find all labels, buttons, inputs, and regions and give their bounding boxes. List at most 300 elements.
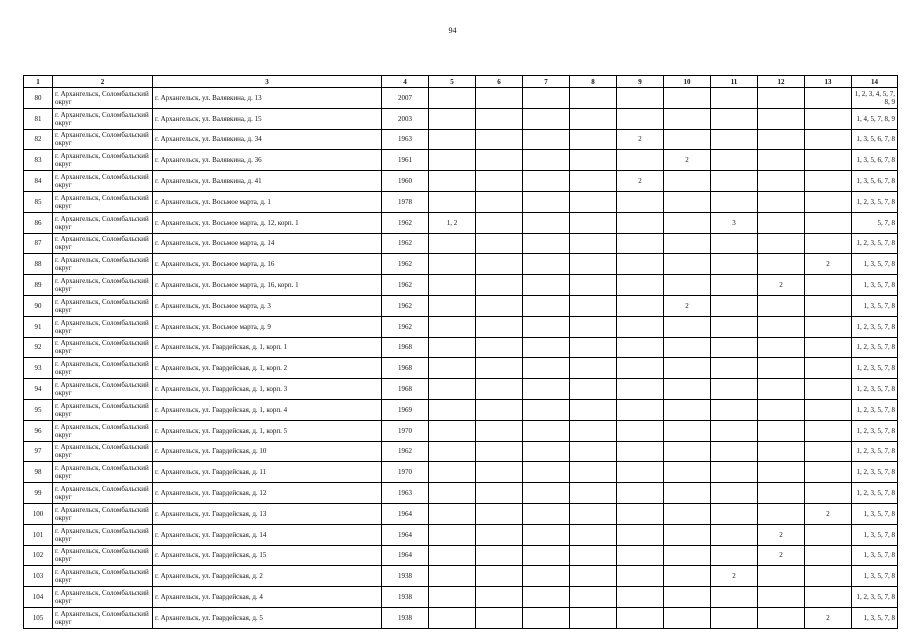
mark-cell-col-6 <box>476 316 523 337</box>
mark-cell-col-9 <box>617 524 664 545</box>
mark-cell-col-13 <box>805 88 852 109</box>
mark-cell-col-6 <box>476 108 523 129</box>
table-row <box>24 379 898 400</box>
mark-cell-col-7 <box>523 191 570 212</box>
last-column-cell: 1, 2, 3, 5, 7, 8 <box>852 191 898 212</box>
address-cell: г. Архангельск, ул. Восьмое марта, д. 3 <box>153 295 382 316</box>
year-cell: 1963 <box>382 129 429 150</box>
mark-cell-col-6 <box>476 441 523 462</box>
mark-cell-col-7 <box>523 483 570 504</box>
mark-cell-col-8 <box>570 420 617 441</box>
mark-cell-col-11 <box>711 233 758 254</box>
year-cell: 1964 <box>382 545 429 566</box>
district-cell: г. Архангельск, Соломбальский округ <box>53 607 153 628</box>
row-number: 104 <box>24 587 53 608</box>
table-row <box>24 483 898 504</box>
mark-cell-col-8 <box>570 441 617 462</box>
mark-cell-col-8 <box>570 171 617 192</box>
mark-cell-col-9 <box>617 191 664 212</box>
mark-cell-col-10 <box>664 275 711 296</box>
mark-cell-col-9 <box>617 275 664 296</box>
district-cell: г. Архангельск, Соломбальский округ <box>53 275 153 296</box>
year-cell: 1962 <box>382 316 429 337</box>
column-header-10: 10 <box>664 76 711 88</box>
year-cell: 1962 <box>382 233 429 254</box>
mark-cell-col-8 <box>570 483 617 504</box>
mark-cell-col-5 <box>429 379 476 400</box>
mark-cell-col-6 <box>476 150 523 171</box>
mark-cell-col-13 <box>805 524 852 545</box>
column-header-3: 3 <box>153 76 382 88</box>
mark-cell-col-13 <box>805 358 852 379</box>
mark-cell-col-11: 2 <box>711 566 758 587</box>
mark-cell-col-5 <box>429 503 476 524</box>
address-cell: г. Архангельск, ул. Гвардейская, д. 5 <box>153 607 382 628</box>
column-header-7: 7 <box>523 76 570 88</box>
mark-cell-col-8 <box>570 379 617 400</box>
mark-cell-col-5 <box>429 191 476 212</box>
mark-cell-col-5 <box>429 441 476 462</box>
district-cell: г. Архангельск, Соломбальский округ <box>53 399 153 420</box>
table-row <box>24 399 898 420</box>
mark-cell-col-13: 2 <box>805 607 852 628</box>
table-row <box>24 316 898 337</box>
table-row <box>24 607 898 628</box>
mark-cell-col-6 <box>476 275 523 296</box>
row-number: 80 <box>24 88 53 109</box>
mark-cell-col-11 <box>711 483 758 504</box>
mark-cell-col-5 <box>429 316 476 337</box>
mark-cell-col-13 <box>805 587 852 608</box>
mark-cell-col-7 <box>523 337 570 358</box>
mark-cell-col-8 <box>570 150 617 171</box>
row-number: 82 <box>24 129 53 150</box>
mark-cell-col-5 <box>429 358 476 379</box>
mark-cell-col-5 <box>429 462 476 483</box>
year-cell: 2003 <box>382 108 429 129</box>
last-column-cell: 1, 2, 3, 5, 7, 8 <box>852 337 898 358</box>
mark-cell-col-9 <box>617 587 664 608</box>
last-column-cell: 1, 3, 5, 7, 8 <box>852 503 898 524</box>
table-row <box>24 108 898 129</box>
last-column-cell: 1, 2, 3, 5, 7, 8 <box>852 399 898 420</box>
mark-cell-col-12 <box>758 129 805 150</box>
mark-cell-col-9 <box>617 337 664 358</box>
mark-cell-col-6 <box>476 420 523 441</box>
mark-cell-col-6 <box>476 503 523 524</box>
mark-cell-col-13 <box>805 483 852 504</box>
last-column-cell: 1, 3, 5, 6, 7, 8 <box>852 171 898 192</box>
mark-cell-col-13 <box>805 399 852 420</box>
mark-cell-col-6 <box>476 295 523 316</box>
mark-cell-col-11: 3 <box>711 212 758 233</box>
last-column-cell: 1, 3, 5, 6, 7, 8 <box>852 150 898 171</box>
year-cell: 1968 <box>382 379 429 400</box>
mark-cell-col-5 <box>429 483 476 504</box>
mark-cell-col-6 <box>476 524 523 545</box>
mark-cell-col-9 <box>617 503 664 524</box>
mark-cell-col-8 <box>570 524 617 545</box>
mark-cell-col-13: 2 <box>805 503 852 524</box>
mark-cell-col-10 <box>664 587 711 608</box>
mark-cell-col-7 <box>523 254 570 275</box>
column-header-2: 2 <box>53 76 153 88</box>
mark-cell-col-11 <box>711 316 758 337</box>
mark-cell-col-9 <box>617 233 664 254</box>
table-row <box>24 150 898 171</box>
mark-cell-col-10: 2 <box>664 150 711 171</box>
district-cell: г. Архангельск, Соломбальский округ <box>53 212 153 233</box>
address-cell: г. Архангельск, ул. Гвардейская, д. 12 <box>153 483 382 504</box>
table-row <box>24 358 898 379</box>
table-row <box>24 524 898 545</box>
table-row <box>24 171 898 192</box>
mark-cell-col-8 <box>570 503 617 524</box>
mark-cell-col-13 <box>805 295 852 316</box>
mark-cell-col-7 <box>523 358 570 379</box>
mark-cell-col-10 <box>664 171 711 192</box>
mark-cell-col-6 <box>476 566 523 587</box>
row-number: 87 <box>24 233 53 254</box>
table-row <box>24 295 898 316</box>
mark-cell-col-11 <box>711 150 758 171</box>
last-column-cell: 1, 3, 5, 7, 8 <box>852 275 898 296</box>
district-cell: г. Архангельск, Соломбальский округ <box>53 566 153 587</box>
mark-cell-col-10 <box>664 337 711 358</box>
row-number: 83 <box>24 150 53 171</box>
address-cell: г. Архангельск, ул. Гвардейская, д. 11 <box>153 462 382 483</box>
row-number: 97 <box>24 441 53 462</box>
mark-cell-col-11 <box>711 358 758 379</box>
row-number: 84 <box>24 171 53 192</box>
mark-cell-col-7 <box>523 587 570 608</box>
row-number: 93 <box>24 358 53 379</box>
mark-cell-col-13 <box>805 545 852 566</box>
mark-cell-col-6 <box>476 88 523 109</box>
mark-cell-col-5 <box>429 150 476 171</box>
mark-cell-col-7 <box>523 462 570 483</box>
table-row <box>24 420 898 441</box>
mark-cell-col-9 <box>617 483 664 504</box>
address-cell: г. Архангельск, ул. Валявкина, д. 41 <box>153 171 382 192</box>
last-column-cell: 1, 3, 5, 7, 8 <box>852 295 898 316</box>
mark-cell-col-7 <box>523 503 570 524</box>
last-column-cell: 1, 2, 3, 5, 7, 8 <box>852 420 898 441</box>
address-cell: г. Архангельск, ул. Гвардейская, д. 1, корп. 2 <box>153 358 382 379</box>
last-column-cell: 1, 3, 5, 7, 8 <box>852 545 898 566</box>
year-cell: 1964 <box>382 503 429 524</box>
district-cell: г. Архангельск, Соломбальский округ <box>53 503 153 524</box>
mark-cell-col-6 <box>476 129 523 150</box>
mark-cell-col-13 <box>805 129 852 150</box>
mark-cell-col-9: 2 <box>617 171 664 192</box>
mark-cell-col-12: 2 <box>758 545 805 566</box>
mark-cell-col-13 <box>805 150 852 171</box>
row-number: 88 <box>24 254 53 275</box>
mark-cell-col-7 <box>523 171 570 192</box>
year-cell: 1970 <box>382 462 429 483</box>
mark-cell-col-5 <box>429 545 476 566</box>
mark-cell-col-5 <box>429 607 476 628</box>
mark-cell-col-12 <box>758 171 805 192</box>
mark-cell-col-7 <box>523 275 570 296</box>
mark-cell-col-10 <box>664 379 711 400</box>
mark-cell-col-8 <box>570 254 617 275</box>
last-column-cell: 1, 2, 3, 5, 7, 8 <box>852 462 898 483</box>
last-column-cell: 1, 3, 5, 7, 8 <box>852 524 898 545</box>
row-number: 94 <box>24 379 53 400</box>
mark-cell-col-5 <box>429 420 476 441</box>
last-column-cell: 1, 3, 5, 7, 8 <box>852 607 898 628</box>
mark-cell-col-6 <box>476 337 523 358</box>
table-row <box>24 254 898 275</box>
district-cell: г. Архангельск, Соломбальский округ <box>53 150 153 171</box>
mark-cell-col-9 <box>617 150 664 171</box>
table-row <box>24 441 898 462</box>
mark-cell-col-9 <box>617 462 664 483</box>
mark-cell-col-10 <box>664 129 711 150</box>
mark-cell-col-9 <box>617 379 664 400</box>
mark-cell-col-11 <box>711 88 758 109</box>
mark-cell-col-5 <box>429 566 476 587</box>
mark-cell-col-8 <box>570 358 617 379</box>
mark-cell-col-10 <box>664 441 711 462</box>
mark-cell-col-11 <box>711 587 758 608</box>
mark-cell-col-11 <box>711 191 758 212</box>
mark-cell-col-11 <box>711 379 758 400</box>
year-cell: 1962 <box>382 212 429 233</box>
mark-cell-col-10 <box>664 108 711 129</box>
table-row <box>24 233 898 254</box>
last-column-cell: 5, 7, 8 <box>852 212 898 233</box>
mark-cell-col-6 <box>476 399 523 420</box>
mark-cell-col-13 <box>805 337 852 358</box>
column-header-1: 1 <box>24 76 53 88</box>
row-number: 85 <box>24 191 53 212</box>
mark-cell-col-7 <box>523 545 570 566</box>
mark-cell-col-11 <box>711 607 758 628</box>
district-cell: г. Архангельск, Соломбальский округ <box>53 295 153 316</box>
last-column-cell: 1, 3, 5, 7, 8 <box>852 566 898 587</box>
mark-cell-col-10 <box>664 607 711 628</box>
year-cell: 1938 <box>382 566 429 587</box>
mark-cell-col-11 <box>711 275 758 296</box>
mark-cell-col-13: 2 <box>805 254 852 275</box>
year-cell: 1978 <box>382 191 429 212</box>
year-cell: 1969 <box>382 399 429 420</box>
mark-cell-col-12 <box>758 587 805 608</box>
district-cell: г. Архангельск, Соломбальский округ <box>53 545 153 566</box>
mark-cell-col-11 <box>711 129 758 150</box>
last-column-cell: 1, 3, 5, 6, 7, 8 <box>852 129 898 150</box>
mark-cell-col-5 <box>429 254 476 275</box>
mark-cell-col-6 <box>476 587 523 608</box>
mark-cell-col-8 <box>570 587 617 608</box>
mark-cell-col-7 <box>523 295 570 316</box>
mark-cell-col-10 <box>664 233 711 254</box>
mark-cell-col-12 <box>758 108 805 129</box>
mark-cell-col-5 <box>429 337 476 358</box>
year-cell: 1968 <box>382 337 429 358</box>
mark-cell-col-12 <box>758 233 805 254</box>
mark-cell-col-10 <box>664 88 711 109</box>
mark-cell-col-12 <box>758 191 805 212</box>
district-cell: г. Архангельск, Соломбальский округ <box>53 233 153 254</box>
address-cell: г. Архангельск, ул. Гвардейская, д. 2 <box>153 566 382 587</box>
table-row <box>24 212 898 233</box>
mark-cell-col-11 <box>711 503 758 524</box>
mark-cell-col-5 <box>429 295 476 316</box>
district-cell: г. Архангельск, Соломбальский округ <box>53 337 153 358</box>
table-row <box>24 129 898 150</box>
mark-cell-col-10 <box>664 420 711 441</box>
address-cell: г. Архангельск, ул. Валявкина, д. 36 <box>153 150 382 171</box>
mark-cell-col-12 <box>758 295 805 316</box>
mark-cell-col-12: 2 <box>758 524 805 545</box>
row-number: 91 <box>24 316 53 337</box>
address-cell: г. Архангельск, ул. Гвардейская, д. 1, корп. 4 <box>153 399 382 420</box>
address-cell: г. Архангельск, ул. Гвардейская, д. 1, корп. 3 <box>153 379 382 400</box>
mark-cell-col-9 <box>617 441 664 462</box>
mark-cell-col-6 <box>476 254 523 275</box>
row-number: 95 <box>24 399 53 420</box>
year-cell: 1962 <box>382 275 429 296</box>
row-number: 99 <box>24 483 53 504</box>
mark-cell-col-11 <box>711 171 758 192</box>
page-number: 94 <box>448 26 457 35</box>
year-cell: 1962 <box>382 254 429 275</box>
address-cell: г. Архангельск, ул. Восьмое марта, д. 16 <box>153 254 382 275</box>
mark-cell-col-5 <box>429 88 476 109</box>
mark-cell-col-12 <box>758 358 805 379</box>
mark-cell-col-11 <box>711 462 758 483</box>
mark-cell-col-8 <box>570 191 617 212</box>
last-column-cell: 1, 2, 3, 4, 5, 7, 8, 9 <box>852 88 898 109</box>
mark-cell-col-13 <box>805 108 852 129</box>
mark-cell-col-12 <box>758 212 805 233</box>
district-cell: г. Архангельск, Соломбальский округ <box>53 171 153 192</box>
mark-cell-col-11 <box>711 108 758 129</box>
mark-cell-col-8 <box>570 108 617 129</box>
address-cell: г. Архангельск, ул. Гвардейская, д. 15 <box>153 545 382 566</box>
table-row <box>24 566 898 587</box>
mark-cell-col-5 <box>429 587 476 608</box>
mark-cell-col-13 <box>805 441 852 462</box>
mark-cell-col-5 <box>429 275 476 296</box>
row-number: 90 <box>24 295 53 316</box>
mark-cell-col-11 <box>711 545 758 566</box>
district-cell: г. Архангельск, Соломбальский округ <box>53 462 153 483</box>
mark-cell-col-7 <box>523 420 570 441</box>
column-header-12: 12 <box>758 76 805 88</box>
row-number: 89 <box>24 275 53 296</box>
district-cell: г. Архангельск, Соломбальский округ <box>53 129 153 150</box>
last-column-cell: 1, 2, 3, 5, 7, 8 <box>852 483 898 504</box>
mark-cell-col-9 <box>617 420 664 441</box>
mark-cell-col-9 <box>617 295 664 316</box>
address-cell: г. Архангельск, ул. Восьмое марта, д. 14 <box>153 233 382 254</box>
mark-cell-col-12 <box>758 566 805 587</box>
mark-cell-col-12 <box>758 379 805 400</box>
mark-cell-col-7 <box>523 379 570 400</box>
address-cell: г. Архангельск, ул. Валявкина, д. 13 <box>153 88 382 109</box>
column-header-5: 5 <box>429 76 476 88</box>
column-header-14: 14 <box>852 76 898 88</box>
mark-cell-col-8 <box>570 275 617 296</box>
mark-cell-col-11 <box>711 420 758 441</box>
table-row <box>24 275 898 296</box>
mark-cell-col-6 <box>476 233 523 254</box>
table-body <box>24 88 898 629</box>
mark-cell-col-7 <box>523 399 570 420</box>
mark-cell-col-8 <box>570 212 617 233</box>
district-cell: г. Архангельск, Соломбальский округ <box>53 524 153 545</box>
mark-cell-col-11 <box>711 254 758 275</box>
mark-cell-col-9 <box>617 212 664 233</box>
last-column-cell: 1, 3, 5, 7, 8 <box>852 254 898 275</box>
mark-cell-col-9 <box>617 607 664 628</box>
mark-cell-col-13 <box>805 316 852 337</box>
mark-cell-col-12 <box>758 503 805 524</box>
mark-cell-col-8 <box>570 607 617 628</box>
mark-cell-col-7 <box>523 212 570 233</box>
mark-cell-col-10 <box>664 191 711 212</box>
mark-cell-col-6 <box>476 483 523 504</box>
column-header-8: 8 <box>570 76 617 88</box>
table-row <box>24 337 898 358</box>
mark-cell-col-13 <box>805 566 852 587</box>
table-row <box>24 191 898 212</box>
header-row <box>24 76 898 88</box>
address-cell: г. Архангельск, ул. Восьмое марта, д. 12, корп. 1 <box>153 212 382 233</box>
mark-cell-col-9 <box>617 358 664 379</box>
mark-cell-col-5 <box>429 108 476 129</box>
district-cell: г. Архангельск, Соломбальский округ <box>53 420 153 441</box>
address-cell: г. Архангельск, ул. Валявкина, д. 15 <box>153 108 382 129</box>
mark-cell-col-12: 2 <box>758 275 805 296</box>
year-cell: 1968 <box>382 358 429 379</box>
mark-cell-col-13 <box>805 379 852 400</box>
row-number: 81 <box>24 108 53 129</box>
column-header-11: 11 <box>711 76 758 88</box>
address-cell: г. Архангельск, ул. Гвардейская, д. 1, корп. 1 <box>153 337 382 358</box>
row-number: 101 <box>24 524 53 545</box>
mark-cell-col-5 <box>429 524 476 545</box>
table-row <box>24 88 898 109</box>
mark-cell-col-8 <box>570 316 617 337</box>
mark-cell-col-8 <box>570 295 617 316</box>
mark-cell-col-7 <box>523 129 570 150</box>
mark-cell-col-7 <box>523 150 570 171</box>
table-row <box>24 587 898 608</box>
year-cell: 2007 <box>382 88 429 109</box>
district-cell: г. Архангельск, Соломбальский округ <box>53 441 153 462</box>
mark-cell-col-8 <box>570 545 617 566</box>
mark-cell-col-8 <box>570 337 617 358</box>
mark-cell-col-12 <box>758 483 805 504</box>
last-column-cell: 1, 2, 3, 5, 7, 8 <box>852 358 898 379</box>
year-cell: 1938 <box>382 587 429 608</box>
mark-cell-col-9 <box>617 254 664 275</box>
address-cell: г. Архангельск, ул. Восьмое марта, д. 9 <box>153 316 382 337</box>
mark-cell-col-13 <box>805 420 852 441</box>
district-cell: г. Архангельск, Соломбальский округ <box>53 483 153 504</box>
mark-cell-col-6 <box>476 212 523 233</box>
address-cell: г. Архангельск, ул. Гвардейская, д. 1, корп. 5 <box>153 420 382 441</box>
row-number: 92 <box>24 337 53 358</box>
year-cell: 1961 <box>382 150 429 171</box>
mark-cell-col-8 <box>570 566 617 587</box>
